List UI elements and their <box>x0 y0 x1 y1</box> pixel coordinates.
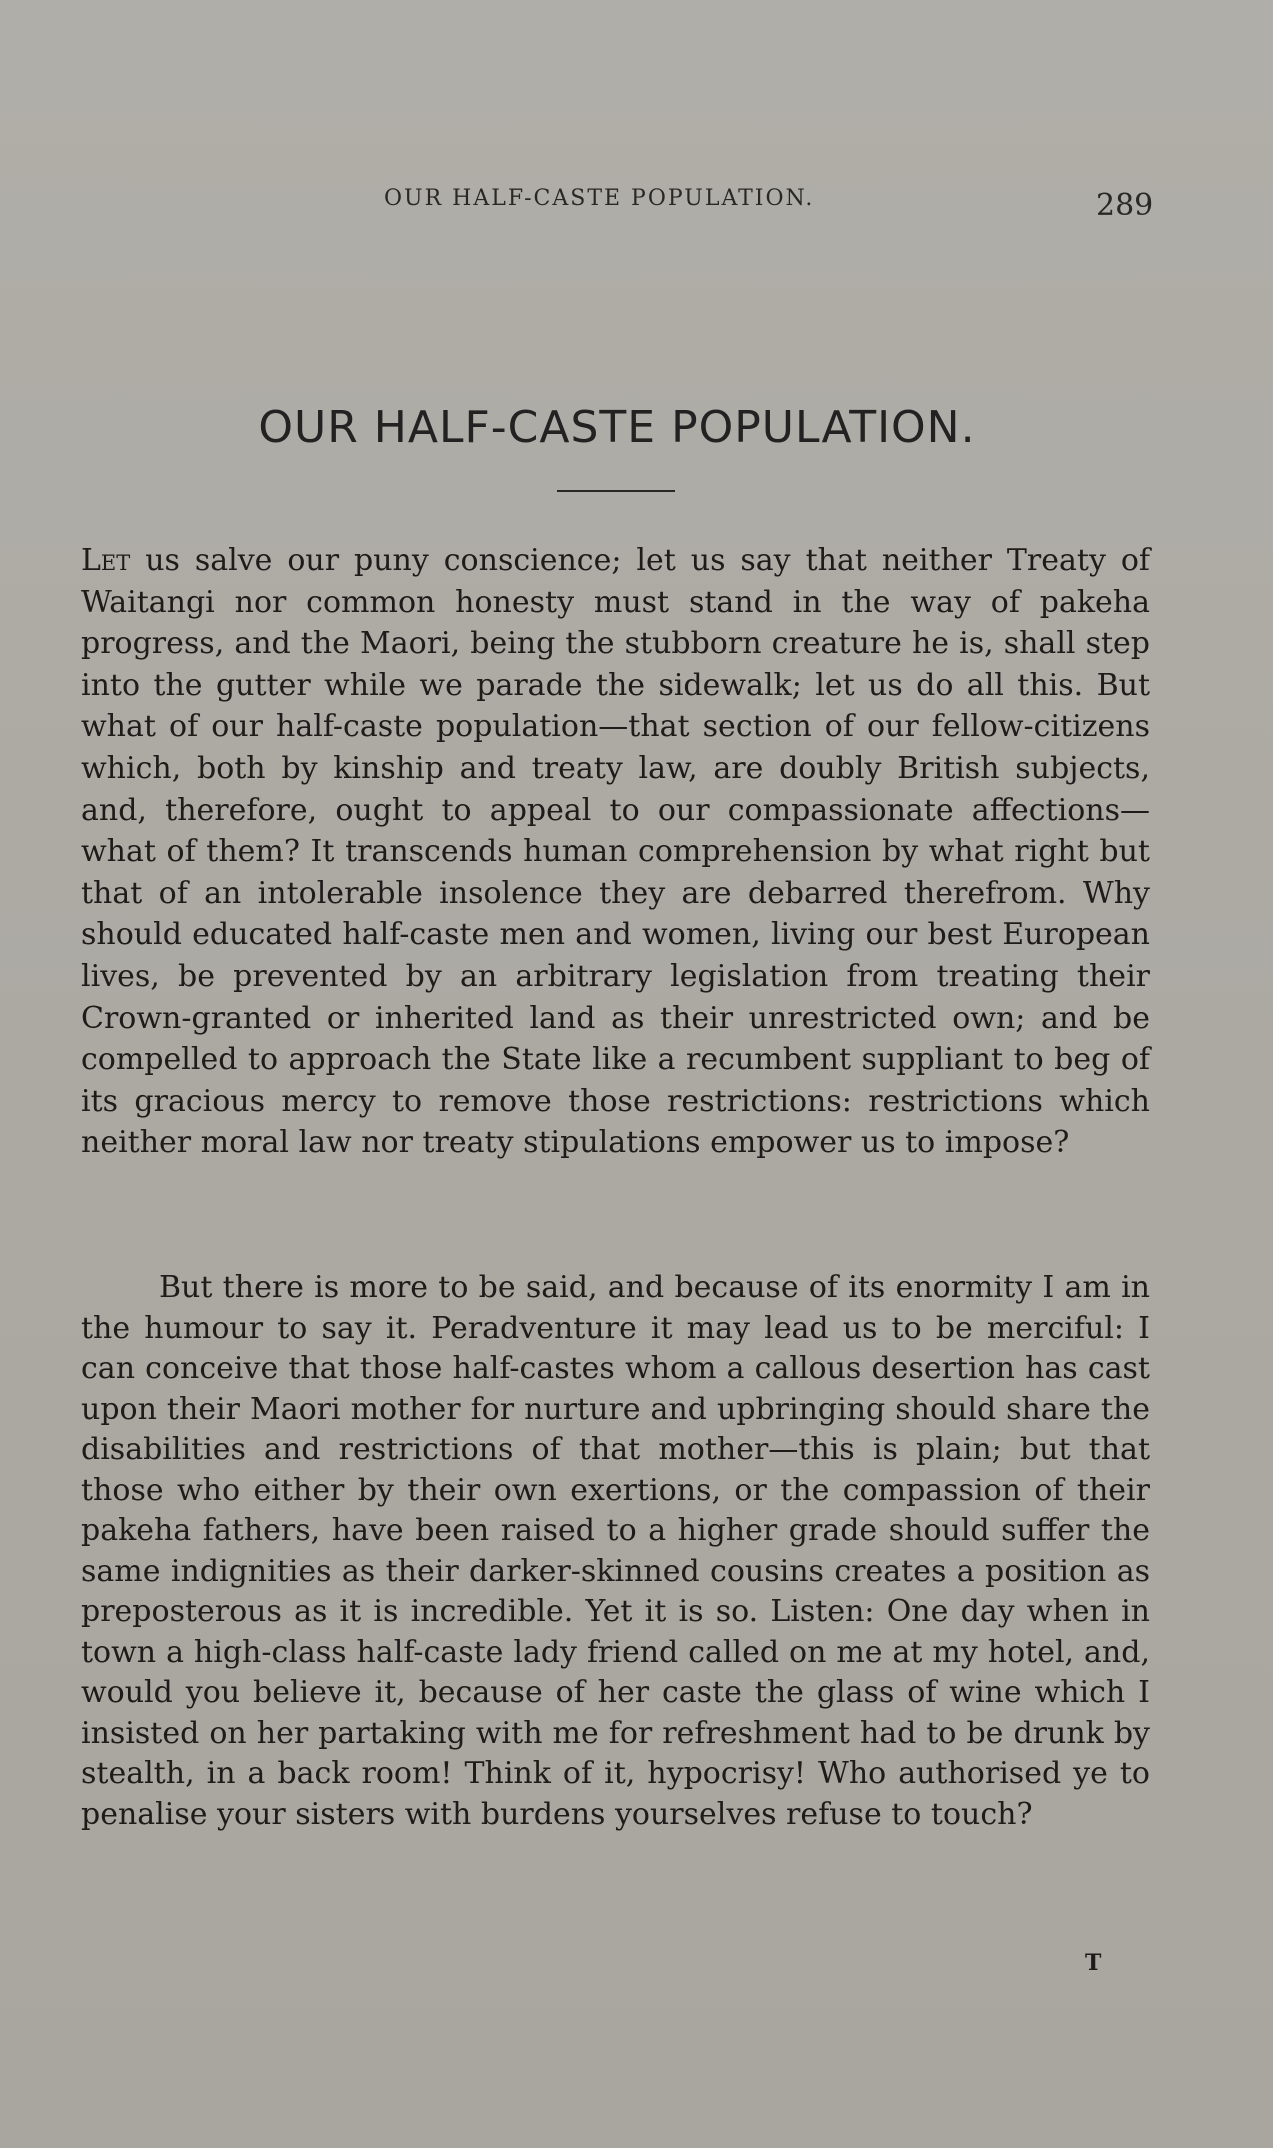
paragraph-1 <box>81 540 1150 1164</box>
paragraph-2-text: But there is more to be said, and because of its enormity I am in the humour to say it. Peradventure it may lead us to be merciful: I can conceive that those half-castes whom a callous desertion has cast upon their Maori mother for nurture and upbringing should share the disabilities and restrictions of that mother—this is plain; but that those who either by their own exertions, or the compassion of their pakeha fathers, have been raised to a higher grade should suffer the same indignities as their darker-skinned cousins creates a position as preposterous as it is incredible. Yet it is so. Listen: One day when in town a high-class half-caste lady friend called on me at my hotel, and, would you believe it, because of her caste the glass of wine which I insisted on her partaking with me for refreshment had to be drunk by stealth, in a back room! Think of it, hypocrisy! Who authorised ye to penalise your sisters with burdens yourselves refuse to touch? <box>81 1270 1150 1832</box>
title-rule <box>557 490 675 492</box>
page-number: 289 <box>1096 188 1154 223</box>
running-head: OUR HALF-CASTE POPULATION. <box>384 186 815 211</box>
paragraph-2 <box>81 1268 1150 1835</box>
signature-mark: T <box>1085 1950 1102 1976</box>
chapter-title: OUR HALF-CASTE POPULATION. <box>258 402 976 453</box>
paragraph-1-lead: Let <box>81 543 131 578</box>
paragraph-1-text: us salve our puny conscience; let us say that neither Treaty of Waitangi nor common honesty must stand in the way of pakeha progress, and the Maori, being the stubborn creature he is, shall step into the gutter while we parade the sidewalk; let us do all this. But what of our half-caste population—that section of our fellow-citizens which, both by kinship and treaty law, are doubly British subjects, and, therefore, ought to appeal to our compassionate affections—what of them? It transcends human comprehension by what right but that of an intolerable insolence they are debarred therefrom. Why should educated half-caste men and women, living our best European lives, be prevented by an arbitrary legislation from treating their Crown-granted or inherited land as their unrestricted own; and be compelled to approach the State like a recumbent suppliant to beg of its gracious mercy to remove those restrictions: restrictions which neither moral law nor treaty stipulations empower us to impose? <box>81 543 1150 1161</box>
